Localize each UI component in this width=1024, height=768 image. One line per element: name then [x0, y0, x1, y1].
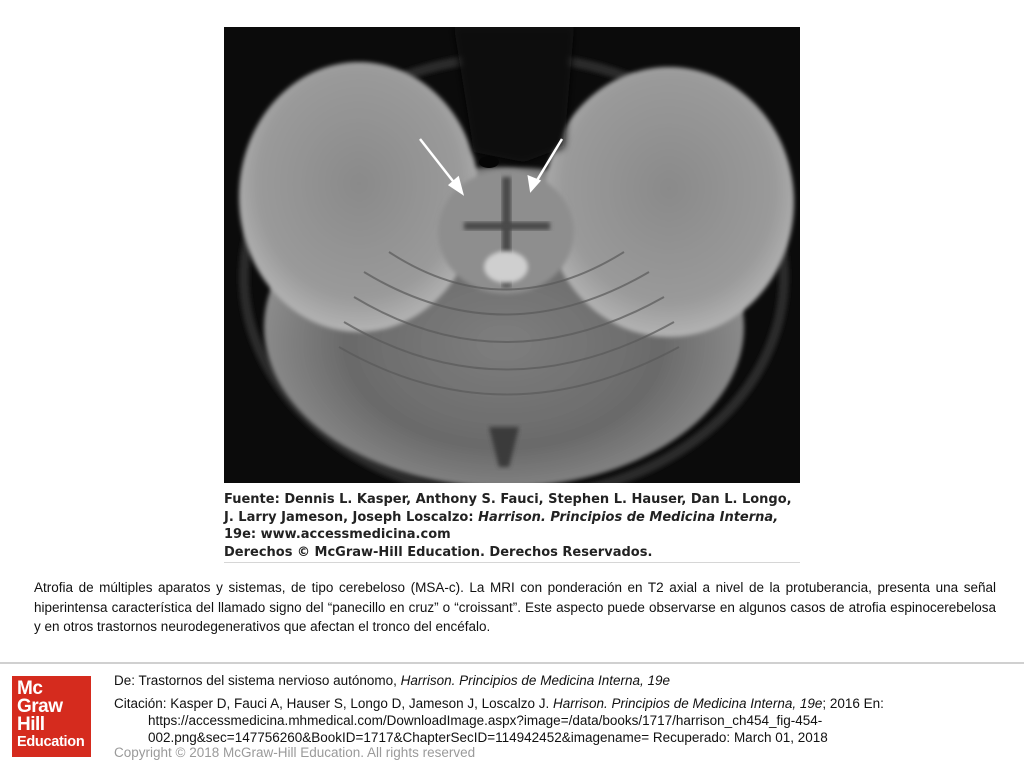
copyright-notice: Copyright © 2018 McGraw-Hill Education. All rights reserved — [114, 745, 476, 760]
mcgraw-hill-education-logo — [12, 676, 91, 757]
source-authors: J. Larry Jameson, Joseph Loscalzo: — [224, 509, 479, 525]
source-book-title: Harrison. Principios de Medicina Interna, — [478, 509, 779, 525]
from-book-title: Harrison. Principios de Medicina Interna, 19e — [400, 673, 671, 688]
source-line-3: 19e: www.accessmedicina.com — [224, 527, 451, 542]
citation-prefix: Citación: Kasper D, Fauci A, Hauser S, Longo D, Jameson J, Loscalzo J. — [114, 696, 553, 711]
logo-line-hill: Hill — [17, 714, 45, 735]
figure-caption: Atrofia de múltiples aparatos y sistemas, de tipo cerebeloso (MSA-c). La MRI con ponderación en T2 axial a nivel de la protuberancia, presenta una señal hiperintensa característica del llamado signo del “panecillo en cruz” o “croissant”. Este aspecto puede observarse en algunos casos de atrofia espinocerebelosa y en otros trastornos neurodegenerativos que afectan el tronco del encéfalo. — [34, 580, 996, 634]
figure-source-credit — [224, 491, 800, 561]
citation-url-line-2[interactable]: 002.png&sec=147756260&BookID=1717&ChapterSecID=114942452&imagename= Recuperado: March 01, 2018 — [148, 730, 828, 745]
footer-divider — [0, 662, 1024, 664]
mri-scan-image — [224, 27, 800, 483]
citation-url-line-1[interactable]: https://accessmedicina.mhmedical.com/DownloadImage.aspx?image=/data/books/1717/harrison_ch454_fig-454- — [148, 713, 823, 728]
citation-footer — [114, 672, 1004, 746]
from-prefix: De: — [114, 673, 139, 688]
source-line-4: Derechos © McGraw-Hill Education. Derechos Reservados. — [224, 544, 653, 560]
figure — [224, 27, 800, 565]
from-chapter: Trastornos del sistema nervioso autónomo, — [138, 673, 401, 688]
source-line-1: Fuente: Dennis L. Kasper, Anthony S. Fauci, Stephen L. Hauser, Dan L. Longo, — [224, 492, 792, 507]
logo-line-education: Education — [17, 734, 85, 750]
citation-book-title: Harrison. Principios de Medicina Interna, 19e — [552, 696, 823, 711]
logo-line-mc: Mc — [17, 678, 43, 699]
source-line-2 — [224, 509, 800, 527]
figure-divider — [224, 562, 800, 563]
citation-line-1 — [114, 695, 1004, 712]
logo-line-graw: Graw — [17, 696, 63, 717]
citation-suffix: ; 2016 En: — [822, 696, 884, 711]
from-line — [114, 672, 1004, 689]
